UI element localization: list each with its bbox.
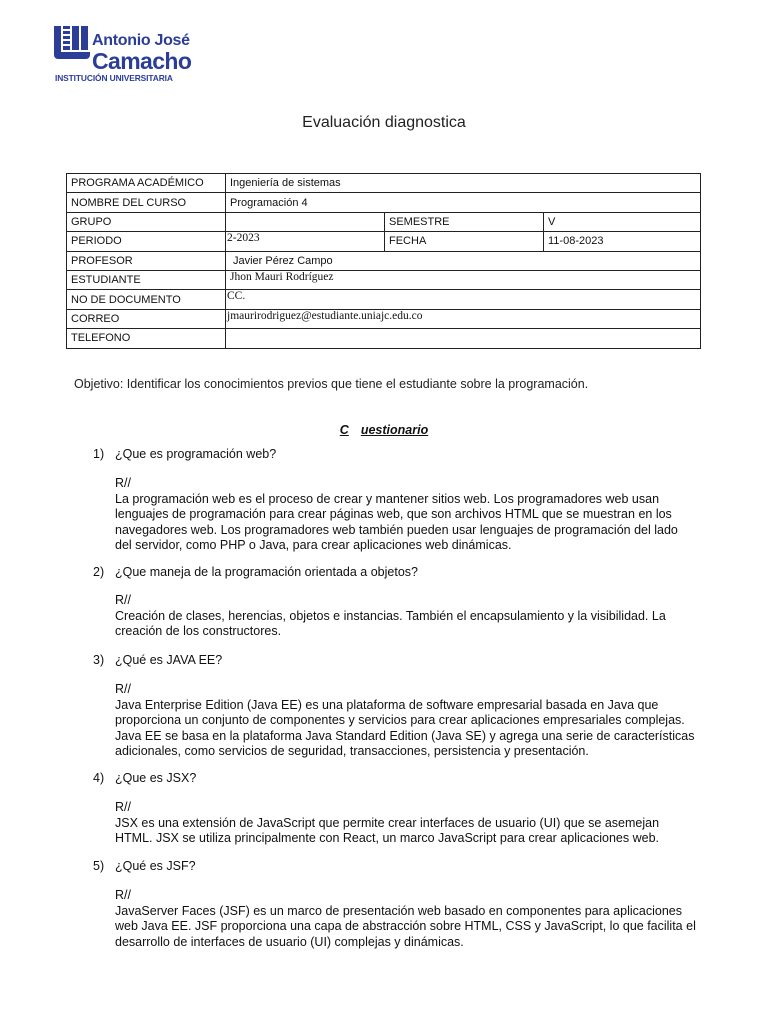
table-row (67, 309, 701, 328)
answer-line: web Java EE. JSF proporciona una capa de abstracción sobre HTML, CSS y JavaScript, lo que facilita el (115, 919, 696, 933)
table-row (67, 193, 701, 212)
question-number: 2) (93, 565, 105, 579)
answer-prefix: R// (115, 682, 131, 696)
answer-line: creación de los constructores. (115, 624, 282, 638)
answer-line: del servidor, como PHP o Java, para crear aplicaciones web dinámicas. (115, 538, 512, 552)
telefono-value (226, 329, 701, 348)
table-row (67, 232, 701, 251)
answer-5 (115, 888, 755, 950)
profesor-label: PROFESOR (67, 251, 226, 270)
grupo-value (226, 212, 385, 231)
programa-label: PROGRAMA ACADÉMICO (67, 174, 226, 193)
answer-line: La programación web es el proceso de crear y mantener sitios web. Los programadores web usan (115, 491, 660, 506)
table-row (67, 212, 701, 231)
objective-text: Objetivo: Identificar los conocimientos previos que tiene el estudiante sobre la programación. (74, 377, 589, 391)
documento-value: CC. (226, 290, 701, 309)
answer-prefix: R// (115, 476, 131, 490)
estudiante-value: Jhon Mauri Rodríguez (226, 270, 701, 289)
semestre-label: SEMESTRE (385, 212, 544, 231)
answer-line: adicionales, como servicios de seguridad, transacciones, persistencia y presentación. (115, 744, 589, 758)
table-row (67, 270, 701, 289)
documento-label: NO DE DOCUMENTO (67, 290, 226, 309)
table-row (67, 251, 701, 270)
programa-value: Ingeniería de sistemas (226, 174, 701, 193)
question-text: ¿Que es JSX? (115, 771, 197, 785)
heading-initial: C (339, 423, 349, 437)
table-row (67, 174, 701, 193)
answer-line: JSX es una extensión de JavaScript que permite crear interfaces de usuario (UI) que se asemejan (115, 815, 660, 830)
answer-1 (115, 476, 755, 554)
answer-line: JavaServer Faces (JSF) es un marco de presentación web basado en componentes para aplicaciones (115, 903, 682, 918)
logo-mark-icon (54, 26, 90, 74)
question-number: 3) (93, 653, 105, 667)
question-number: 4) (93, 771, 105, 785)
answer-3 (115, 682, 755, 760)
profesor-value: Javier Pérez Campo (226, 251, 701, 270)
answer-line: Creación de clases, herencias, objetos e instancias. También el encapsulamiento y la visibilidad. La (115, 608, 666, 623)
answer-2 (115, 593, 755, 640)
question-number: 5) (93, 859, 105, 873)
logo-subtitle: INSTITUCIÓN UNIVERSITARIA (55, 73, 173, 83)
logo-name-line1: Antonio José (92, 32, 190, 49)
question-text: ¿Qué es JSF? (115, 859, 196, 873)
answer-line: HTML. JSX se utiliza principalmente con React, un marco JavaScript para crear aplicaciones web. (115, 831, 659, 845)
question-text: ¿Qué es JAVA EE? (115, 653, 223, 667)
answer-line: desarrollo de interfaces de usuario (UI) complejas y dinámicas. (115, 934, 464, 949)
curso-value: Programación 4 (226, 193, 701, 212)
periodo-label: PERIODO (67, 232, 226, 251)
answer-line: navegadores web. Los programadores web también pueden usar lenguajes de programación del lado (115, 522, 678, 537)
question-text: ¿Que es programación web? (115, 447, 277, 461)
answer-prefix: R// (115, 888, 131, 902)
correo-label: CORREO (67, 309, 226, 328)
logo-name-line2: Camacho (92, 48, 192, 74)
answer-line: Java EE se basa en la plataforma Java Standard Edition (Java SE) y agrega una serie de características (115, 728, 695, 743)
answer-line: lenguajes de programación para crear páginas web, que son archivos HTML que se muestran en los (115, 507, 672, 521)
semestre-value: V (544, 212, 701, 231)
question-text: ¿Que maneja de la programación orientada a objetos? (115, 565, 418, 579)
answer-4 (115, 800, 755, 847)
table-row (67, 290, 701, 309)
info-table (66, 173, 701, 349)
table-row (67, 329, 701, 348)
answer-line: Java Enterprise Edition (Java EE) es una plataforma de software empresarial basada en Java que (115, 697, 659, 712)
answer-line: proporciona un conjunto de componentes y servicios para crear aplicaciones empresariales complejas. (115, 713, 685, 727)
document-title: Evaluación diagnostica (302, 114, 466, 131)
estudiante-label: ESTUDIANTE (67, 270, 226, 289)
heading-rest: uestionario (360, 423, 429, 437)
fecha-label: FECHA (385, 232, 544, 251)
grupo-label: GRUPO (67, 212, 226, 231)
telefono-label: TELEFONO (67, 329, 226, 348)
correo-value: jmaurirodriguez@estudiante.uniajc.edu.co (226, 309, 701, 328)
curso-label: NOMBRE DEL CURSO (67, 193, 226, 212)
answer-prefix: R// (115, 800, 131, 814)
periodo-value: 2-2023 (226, 232, 385, 251)
questionnaire-heading (0, 423, 768, 437)
fecha-value: 11-08-2023 (544, 232, 701, 251)
answer-prefix: R// (115, 593, 131, 607)
question-number: 1) (93, 447, 105, 461)
institution-logo (54, 26, 199, 84)
